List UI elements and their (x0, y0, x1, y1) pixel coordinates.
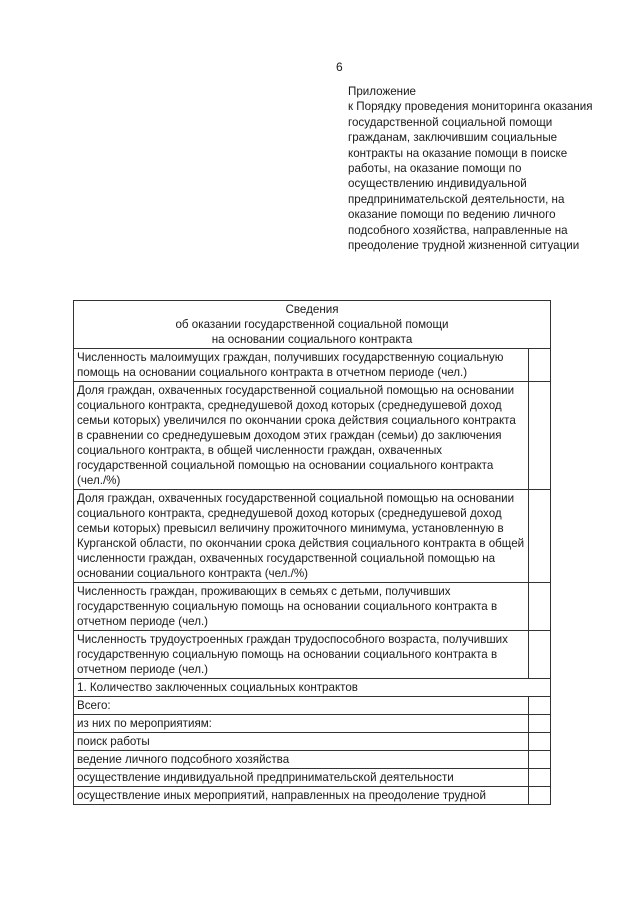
row-label: из них по мероприятиям: (74, 715, 529, 733)
table-row (74, 787, 551, 805)
value-cell[interactable] (528, 490, 550, 583)
value-cell[interactable] (528, 349, 550, 382)
page-number: 6 (336, 60, 343, 74)
row-label: осуществление индивидуальной предпринимательской деятельности (74, 769, 529, 787)
report-table (73, 300, 551, 805)
appendix-block (348, 84, 608, 253)
table-row (74, 349, 551, 382)
table-header-row (74, 301, 551, 349)
value-cell[interactable] (528, 715, 550, 733)
value-cell[interactable] (528, 787, 550, 805)
section-title: 1. Количество заключенных социальных контрактов (74, 679, 551, 697)
row-label: Численность трудоустроенных граждан трудоспособного возраста, получивших государственную социальную помощь на основании социального контракта в отчетном периоде (чел.) (74, 631, 529, 679)
row-label: Численность малоимущих граждан, получивших государственную социальную помощь на основании социального контракта в отчетном периоде (чел.) (74, 349, 529, 382)
value-cell[interactable] (528, 769, 550, 787)
table-row (74, 490, 551, 583)
value-cell[interactable] (528, 583, 550, 631)
table-row (74, 583, 551, 631)
row-label: Доля граждан, охваченных государственной социальной помощью на основании социального контракта, среднедушевой доход которых (среднедушевой доход семьи которых) превысил величину прожиточного минимума, установленную в Курганской области, по окончании срока действия социального контракта в общей численности граждан, охваченных государственной социальной помощью на основании социального контракта (чел./%) (74, 490, 529, 583)
section-row (74, 679, 551, 697)
table-header (74, 301, 551, 349)
row-label: поиск работы (74, 733, 529, 751)
row-label: осуществление иных мероприятий, направленных на преодоление трудной (74, 787, 529, 805)
table-row (74, 769, 551, 787)
table-row (74, 715, 551, 733)
value-cell[interactable] (528, 751, 550, 769)
header-line-2: об оказании государственной социальной помощи (175, 318, 449, 331)
value-cell[interactable] (528, 733, 550, 751)
header-line-3: на основании социального контракта (211, 333, 413, 346)
value-cell[interactable] (528, 697, 550, 715)
appendix-text: к Порядку проведения мониторинга оказания государственной социальной помощи гражданам, заключившим социальные контракты на оказание помощи в поиске работы, на оказание помощи по осуществлению индивидуальной предпринимательской деятельности, на оказание помощи по ведению личного подсобного хозяйства, направленные на преодоление трудной жизненной ситуации (348, 100, 593, 253)
row-label: Доля граждан, охваченных государственной социальной помощью на основании социального контракта, среднедушевой доход которых (среднедушевой доход семьи которых) увеличился по окончании срока действия социального контракта в сравнении со среднедушевым доходом этих граждан (семьи) до заключения социального контракта, в общей численности граждан, охваченных государственной социальной помощью на основании социального контракта (чел./%) (74, 382, 529, 490)
table-row (74, 751, 551, 769)
header-line-1: Сведения (285, 303, 339, 316)
row-label: ведение личного подсобного хозяйства (74, 751, 529, 769)
value-cell[interactable] (528, 631, 550, 679)
table-row (74, 697, 551, 715)
table-row (74, 382, 551, 490)
table-row (74, 733, 551, 751)
row-label: Численность граждан, проживающих в семьях с детьми, получивших государственную социальную помощь на основании социального контракта в отчетном периоде (чел.) (74, 583, 529, 631)
row-label: Всего: (74, 697, 529, 715)
value-cell[interactable] (528, 382, 550, 490)
appendix-title: Приложение (348, 85, 417, 98)
table-row (74, 631, 551, 679)
